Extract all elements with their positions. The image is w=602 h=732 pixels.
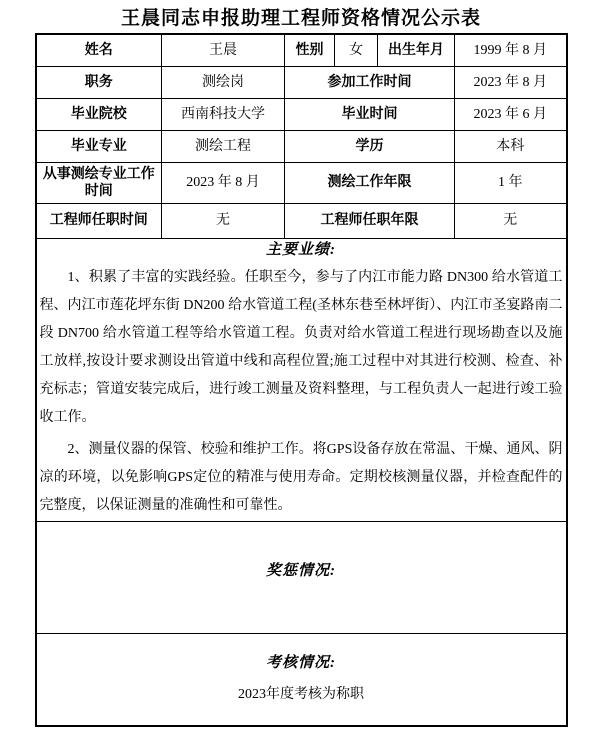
education-value: 本科 <box>455 130 567 162</box>
birth-label: 出生年月 <box>378 34 455 66</box>
school-value: 西南科技大学 <box>162 98 285 130</box>
major-label: 毕业专业 <box>36 130 162 162</box>
achievements-cell <box>36 238 567 521</box>
survey-start-label: 从事测绘专业工作时间 <box>36 162 162 203</box>
row-engineer <box>36 203 567 238</box>
engineer-start-label: 工程师任职时间 <box>36 203 162 238</box>
grad-time-label: 毕业时间 <box>285 98 455 130</box>
position-value: 测绘岗 <box>162 66 285 98</box>
survey-years-label: 测绘工作年限 <box>285 162 455 203</box>
assessment-content: 2023年度考核为称职 <box>238 687 364 703</box>
engineer-years-label: 工程师任职年限 <box>285 203 455 238</box>
row-major <box>36 130 567 162</box>
grad-time-value: 2023 年 6 月 <box>455 98 567 130</box>
gender-value: 女 <box>335 34 378 66</box>
achievements-paragraph-2: 2、测量仪器的保管、校验和维护工作。将GPS设备存放在常温、干燥、通风、阴凉的环境，以免影响GPS定位的精准与使用寿命。定期校核测量仪器，并检查配件的完整度，以保证测量的准确性和可靠性。 <box>39 441 563 513</box>
name-value: 王晨 <box>162 34 285 66</box>
row-survey-start <box>36 162 567 203</box>
survey-start-value: 2023 年 8 月 <box>162 162 285 203</box>
survey-years-value: 1 年 <box>455 162 567 203</box>
assessment-heading: 考核情况: <box>266 655 336 672</box>
page-title: 王晨同志申报助理工程师资格情况公示表 <box>120 8 481 29</box>
position-label: 职务 <box>36 66 162 98</box>
row-school <box>36 98 567 130</box>
rewards-section <box>36 521 567 633</box>
education-label: 学历 <box>285 130 455 162</box>
engineer-years-value: 无 <box>455 203 567 238</box>
gender-label: 性别 <box>285 34 335 66</box>
rewards-cell <box>36 521 567 633</box>
rewards-heading: 奖惩情况: <box>266 563 336 579</box>
assessment-section <box>36 633 567 726</box>
work-start-label: 参加工作时间 <box>285 66 455 98</box>
assessment-cell <box>36 633 567 726</box>
achievements-section <box>36 238 567 521</box>
row-name <box>36 34 567 66</box>
name-label: 姓名 <box>36 34 162 66</box>
row-position <box>36 66 567 98</box>
achievements-heading: 主要业绩: <box>266 241 336 258</box>
work-start-value: 2023 年 8 月 <box>455 66 567 98</box>
info-table <box>35 33 568 727</box>
birth-value: 1999 年 8 月 <box>455 34 567 66</box>
achievements-paragraph-1: 1、积累了丰富的实践经验。任职至今，参与了内江市能力路 DN300 给水管道工程、内江市莲花坪东街 DN200 给水管道工程(圣林东巷至林坪街）、内江市圣宴路南二段 DN700 给水管道工程等给水管道工程。负责对给水管道工程进行现场勘查以及施工放样,按设计要求测设出管道中线和高程位置;施工过程中对其进行校测、检查、补充标志；管道安装完成后，进行竣工测量及资料整理，与工程负责人一起进行竣工验收工作。 <box>39 269 563 425</box>
engineer-start-value: 无 <box>162 203 285 238</box>
major-value: 测绘工程 <box>162 130 285 162</box>
school-label: 毕业院校 <box>36 98 162 130</box>
